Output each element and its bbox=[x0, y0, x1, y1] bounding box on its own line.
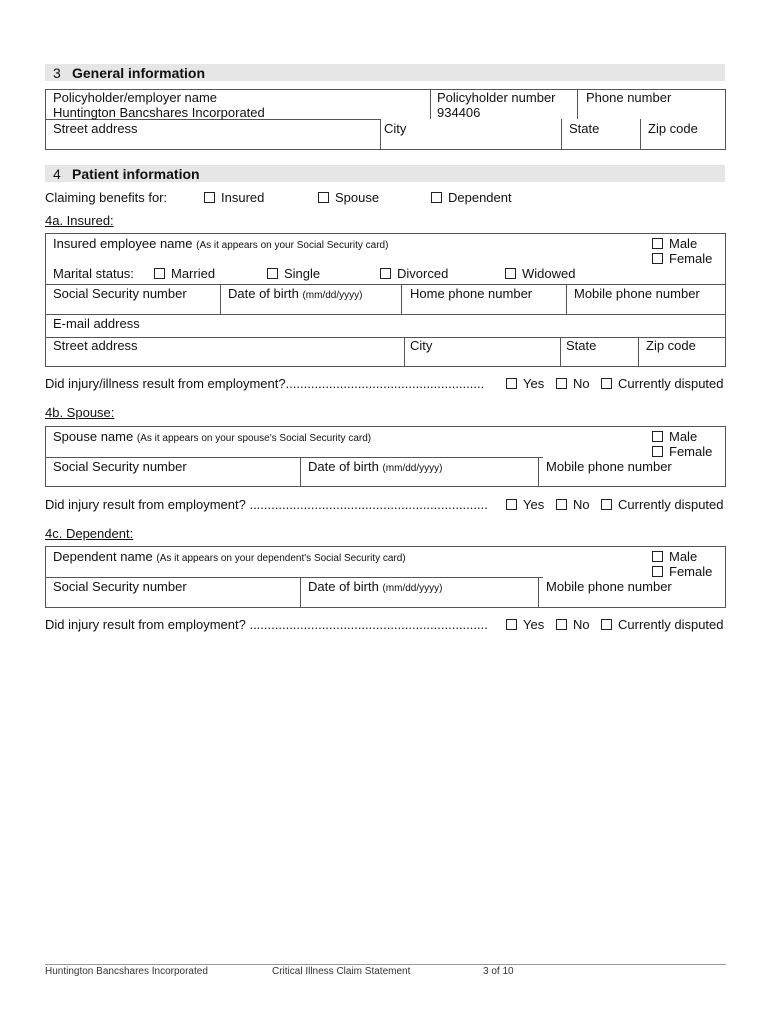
divider bbox=[220, 284, 221, 314]
checkbox-label: Divorced bbox=[397, 266, 449, 281]
divider bbox=[401, 284, 402, 314]
insured-street-field[interactable]: Street address bbox=[53, 338, 138, 353]
insured-name-field[interactable] bbox=[53, 236, 388, 251]
field-hint: (As it appears on your Social Security card) bbox=[196, 240, 389, 251]
checkbox-label: No bbox=[573, 376, 590, 391]
checkbox-icon bbox=[204, 192, 215, 203]
marital-married-checkbox[interactable] bbox=[154, 266, 215, 281]
divider bbox=[560, 337, 561, 367]
checkbox-label: Widowed bbox=[522, 266, 576, 281]
checkbox-label: Spouse bbox=[335, 190, 380, 205]
city-field[interactable]: City bbox=[384, 121, 407, 136]
divider bbox=[45, 314, 726, 315]
checkbox-label: Yes bbox=[523, 617, 545, 632]
section-3-header bbox=[45, 64, 725, 81]
divider bbox=[45, 337, 726, 338]
checkbox-icon bbox=[601, 378, 612, 389]
divider bbox=[538, 457, 539, 487]
spouse-mobile-phone-field[interactable]: Mobile phone number bbox=[546, 459, 672, 474]
marital-status-label: Marital status: bbox=[53, 266, 134, 281]
claim-dependent-checkbox[interactable] bbox=[431, 190, 512, 205]
checkbox-icon bbox=[380, 268, 391, 279]
checkbox-label: Currently disputed bbox=[618, 617, 724, 632]
field-label: Dependent name bbox=[53, 549, 153, 564]
divider bbox=[300, 577, 301, 608]
divider bbox=[45, 457, 543, 458]
insured-yes-checkbox[interactable] bbox=[506, 376, 544, 391]
dependent-ssn-field[interactable]: Social Security number bbox=[53, 579, 187, 594]
checkbox-icon bbox=[154, 268, 165, 279]
divider bbox=[577, 89, 578, 119]
divider bbox=[638, 337, 639, 367]
field-hint: (As it appears on your dependent's Social Security card) bbox=[156, 553, 406, 564]
insured-zip-field[interactable]: Zip code bbox=[646, 338, 696, 353]
claim-insured-checkbox[interactable] bbox=[204, 190, 264, 205]
insured-male-checkbox[interactable] bbox=[652, 236, 697, 251]
checkbox-icon bbox=[652, 253, 663, 264]
field-hint: (mm/dd/yyyy) bbox=[382, 583, 443, 594]
policyholder-number-value[interactable]: 934406 bbox=[437, 105, 481, 120]
dependent-name-field[interactable] bbox=[53, 549, 406, 564]
insured-dob-field[interactable] bbox=[228, 286, 362, 301]
checkbox-icon bbox=[556, 378, 567, 389]
dependent-female-checkbox[interactable] bbox=[652, 564, 712, 579]
dependent-male-checkbox[interactable] bbox=[652, 549, 697, 564]
footer-rule bbox=[45, 964, 726, 965]
checkbox-icon bbox=[267, 268, 278, 279]
checkbox-icon bbox=[652, 431, 663, 442]
checkbox-icon bbox=[652, 551, 663, 562]
insured-female-checkbox[interactable] bbox=[652, 251, 712, 266]
section-number: 4 bbox=[53, 166, 61, 182]
spouse-ssn-field[interactable]: Social Security number bbox=[53, 459, 187, 474]
insured-mobile-phone-field[interactable]: Mobile phone number bbox=[574, 286, 700, 301]
field-hint: (mm/dd/yyyy) bbox=[382, 463, 443, 474]
checkbox-icon bbox=[652, 446, 663, 457]
checkbox-label: Married bbox=[171, 266, 216, 281]
field-label: Insured employee name bbox=[53, 236, 193, 251]
phone-number-field[interactable]: Phone number bbox=[586, 90, 672, 105]
marital-single-checkbox[interactable] bbox=[267, 266, 320, 281]
checkbox-icon bbox=[601, 619, 612, 630]
checkbox-icon bbox=[652, 566, 663, 577]
insured-city-field[interactable]: City bbox=[410, 338, 433, 353]
street-address-field[interactable]: Street address bbox=[53, 121, 138, 136]
checkbox-label: No bbox=[573, 617, 590, 632]
checkbox-icon bbox=[556, 499, 567, 510]
footer-page-number: 3 of 10 bbox=[483, 966, 514, 977]
policyholder-number-label: Policyholder number bbox=[437, 90, 556, 105]
marital-widowed-checkbox[interactable] bbox=[505, 266, 575, 281]
spouse-name-field[interactable] bbox=[53, 429, 371, 444]
field-hint: (As it appears on your spouse's Social Security card) bbox=[136, 433, 372, 444]
checkbox-label: No bbox=[573, 497, 590, 512]
divider bbox=[404, 337, 405, 367]
checkbox-label: Yes bbox=[523, 497, 545, 512]
checkbox-label: Currently disputed bbox=[618, 376, 724, 391]
checkbox-label: Male bbox=[669, 236, 698, 251]
insured-ssn-field[interactable]: Social Security number bbox=[53, 286, 187, 301]
spouse-female-checkbox[interactable] bbox=[652, 444, 712, 459]
checkbox-label: Single bbox=[284, 266, 321, 281]
insured-state-field[interactable]: State bbox=[566, 338, 597, 353]
policyholder-label: Policyholder/employer name bbox=[53, 90, 218, 105]
marital-divorced-checkbox[interactable] bbox=[380, 266, 448, 281]
insured-disputed-checkbox[interactable] bbox=[601, 376, 724, 391]
checkbox-icon bbox=[505, 268, 516, 279]
checkbox-label: Male bbox=[669, 429, 698, 444]
divider bbox=[566, 284, 567, 314]
field-hint: (mm/dd/yyyy) bbox=[302, 290, 363, 301]
checkbox-label: Female bbox=[669, 444, 713, 459]
dependent-mobile-phone-field[interactable]: Mobile phone number bbox=[546, 579, 672, 594]
checkbox-label: Female bbox=[669, 564, 713, 579]
spouse-male-checkbox[interactable] bbox=[652, 429, 697, 444]
insured-email-field[interactable]: E-mail address bbox=[53, 316, 140, 331]
dependent-yes-checkbox[interactable] bbox=[506, 617, 544, 632]
spouse-yes-checkbox[interactable] bbox=[506, 497, 544, 512]
checkbox-icon bbox=[601, 499, 612, 510]
footer-document-title: Critical Illness Claim Statement bbox=[272, 966, 411, 977]
divider bbox=[640, 119, 641, 150]
divider bbox=[45, 577, 543, 578]
spouse-employment-question: Did injury result from employment? .................................................................. bbox=[45, 497, 488, 512]
checkbox-label: Currently disputed bbox=[618, 497, 724, 512]
footer-company: Huntington Bancshares Incorporated bbox=[45, 966, 208, 977]
divider bbox=[430, 89, 431, 119]
checkbox-icon bbox=[506, 619, 517, 630]
policyholder-value[interactable]: Huntington Bancshares Incorporated bbox=[53, 105, 265, 120]
checkbox-icon bbox=[506, 378, 517, 389]
insured-home-phone-field[interactable]: Home phone number bbox=[410, 286, 533, 301]
spouse-dob-field[interactable] bbox=[308, 459, 442, 474]
insured-no-checkbox[interactable] bbox=[556, 376, 590, 391]
checkbox-icon bbox=[652, 238, 663, 249]
divider bbox=[300, 457, 301, 487]
section-title: Patient information bbox=[72, 166, 200, 182]
claim-spouse-checkbox[interactable] bbox=[318, 190, 379, 205]
section-number: 3 bbox=[53, 65, 61, 81]
dependent-heading: 4c. Dependent: bbox=[45, 526, 134, 541]
checkbox-label: Dependent bbox=[448, 190, 512, 205]
checkbox-label: Yes bbox=[523, 376, 545, 391]
checkbox-label: Insured bbox=[221, 190, 265, 205]
divider bbox=[380, 119, 381, 150]
dependent-dob-field[interactable] bbox=[308, 579, 442, 594]
checkbox-label: Male bbox=[669, 549, 698, 564]
insured-employment-question: Did injury/illness result from employment?....................................................... bbox=[45, 376, 485, 391]
section-4-header bbox=[45, 165, 725, 182]
zip-code-field[interactable]: Zip code bbox=[648, 121, 698, 136]
dependent-disputed-checkbox[interactable] bbox=[601, 617, 724, 632]
field-label: Spouse name bbox=[53, 429, 134, 444]
insured-heading: 4a. Insured: bbox=[45, 213, 114, 228]
field-label: Date of birth bbox=[308, 459, 379, 474]
state-field[interactable]: State bbox=[569, 121, 600, 136]
dependent-no-checkbox[interactable] bbox=[556, 617, 590, 632]
spouse-heading: 4b. Spouse: bbox=[45, 405, 115, 420]
checkbox-icon bbox=[556, 619, 567, 630]
checkbox-icon bbox=[318, 192, 329, 203]
spouse-no-checkbox[interactable] bbox=[556, 497, 590, 512]
checkbox-icon bbox=[506, 499, 517, 510]
divider bbox=[45, 284, 726, 285]
divider bbox=[538, 577, 539, 608]
divider bbox=[561, 119, 562, 150]
checkbox-icon bbox=[431, 192, 442, 203]
claiming-benefits-label: Claiming benefits for: bbox=[45, 190, 168, 205]
field-label: Date of birth bbox=[308, 579, 379, 594]
spouse-disputed-checkbox[interactable] bbox=[601, 497, 724, 512]
checkbox-label: Female bbox=[669, 251, 713, 266]
dependent-employment-question: Did injury result from employment? .................................................................. bbox=[45, 617, 488, 632]
field-label: Date of birth bbox=[228, 286, 299, 301]
section-title: General information bbox=[72, 65, 206, 81]
